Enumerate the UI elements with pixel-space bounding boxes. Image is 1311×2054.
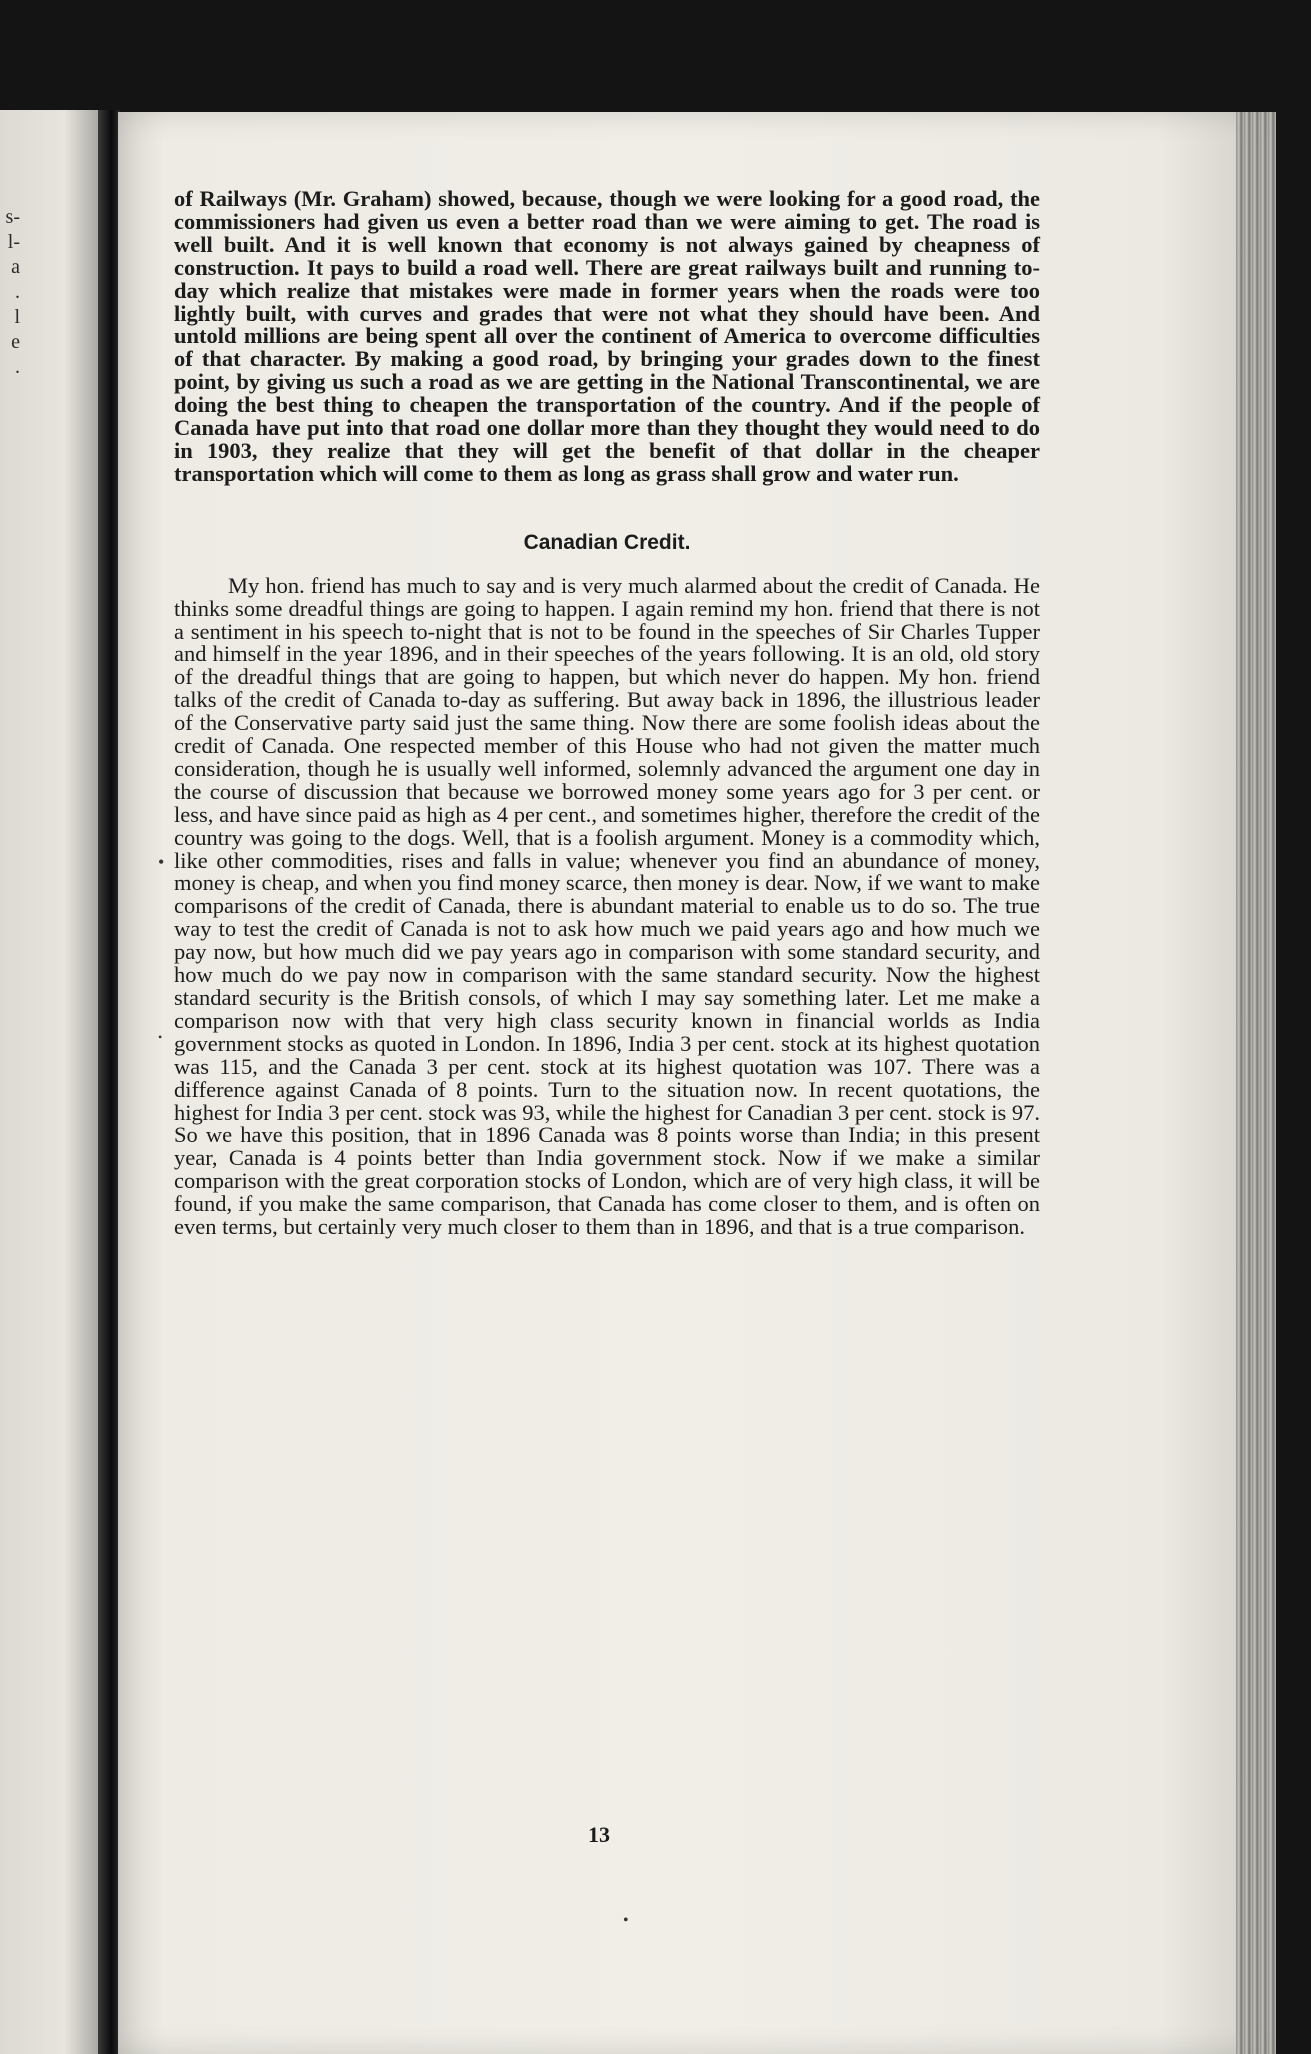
left-fragment: e bbox=[11, 331, 20, 353]
section-heading: Canadian Credit. bbox=[523, 530, 691, 554]
page-number: 13 bbox=[588, 1822, 610, 1847]
book-spine bbox=[98, 110, 120, 2054]
left-fragment: . bbox=[15, 356, 20, 378]
stray-mark: • bbox=[623, 1912, 629, 1929]
paragraph-canadian-credit: My hon. friend has much to say and is very much alarmed about the credit of Canada. He thinks some dreadful things are going to happen. I again remind my hon. friend that there is not a sentiment in his speech to-night that is not to be found in the speeches of Sir Charles Tupper and himself in the year 1896, and in their speeches of the years following. It is an old, old story of the dreadful things that are going to happen, but which never do happen. My hon. friend talks of the credit of Canada to-day as suffering. But away back in 1896, the illustrious leader of the Conservative party said just the same thing. Now there are some foolish ideas about the credit of Canada. One respected member of this House who had not given the matter much consideration, though he is usually well informed, solemnly advanced the argument one day in the course of discussion that because we borrowed money some years ago for 3 per cent. or less, and have since paid as high as 4 per cent., and sometimes higher, therefore the credit of the country was going to the dogs. Well, that is a foolish argument. Money is a commodity which, like other commodities, rises and falls in value; whenever you find an abundance of money, money is cheap, and when you find money scarce, then money is dear. Now, if we want to make comparisons of the credit of Canada, there is abundant material to enable us to do so. The true way to test the credit of Canada is not to ask how much we paid years ago and how much we pay now, but how much did we pay years ago in comparison with some standard security, and how much do we pay now in comparison with the same standard security. Now the highest standard security is the British consols, of which I may say something later. Let me make a comparison now with that very high class security known in financial worlds as India government stocks as quoted in London. In 1896, India 3 per cent. stock at its highest quotation was 115, and the Canada 3 per cent. stock at its highest quotation was 107. There was a difference against Canada of 8 points. Turn to the situation now. In recent quotations, the highest for India 3 per cent. stock was 93, while the highest for Canadian 3 per cent. stock is 97. So we have this position, that in 1896 Canada was 8 points worse than India; in this present year, Canada is 4 points better than India government stock. Now if we make a similar comparison with the great corporation stocks of London, which are of very high class, it will be found, if you make the same comparison, that Canada has come closer to them, and is often on even terms, but certainly very much closer to them than in 1896, and that is a true comparison. bbox=[174, 572, 1040, 1240]
page-body bbox=[174, 188, 1040, 1239]
stray-mark: • bbox=[158, 1030, 163, 1044]
paragraph-continuation: of Railways (Mr. Graham) showed, because, though we were looking for a good road, the commissioners had given us even a better road than we were aiming to get. The road is well built. And it is well known that economy is not always gained by cheapness of construction. It pays to build a road well. There are great railways built and running to-day which realize that mistakes were made in former years when the roads were too lightly built, with curves and grades that were not what they should have been. And untold millions are being spent all over the continent of America to overcome difficulties of that character. By making a good road, by bringing your grades down to the finest point, by giving us such a road as we are getting in the National Transcontinental, we are doing the best thing to cheapen the transportation of the country. And if the people of Canada have put into that road one dollar more than they thought they would need to do in 1903, they realize that they will get the benefit of that dollar in the cheaper transportation which will come to them as long as grass shall grow and water run. bbox=[174, 186, 1040, 486]
page-stack-edge bbox=[1236, 112, 1276, 2054]
stray-mark: • bbox=[158, 852, 165, 872]
right-page bbox=[118, 112, 1276, 2054]
left-fragment: s- bbox=[5, 206, 20, 228]
left-fragment: a bbox=[11, 256, 20, 278]
left-page-edge bbox=[0, 110, 108, 2054]
left-fragment: . bbox=[15, 281, 20, 303]
left-page-text-fragments bbox=[0, 205, 20, 380]
left-fragment: l bbox=[14, 306, 20, 328]
left-fragment: l- bbox=[7, 231, 20, 253]
